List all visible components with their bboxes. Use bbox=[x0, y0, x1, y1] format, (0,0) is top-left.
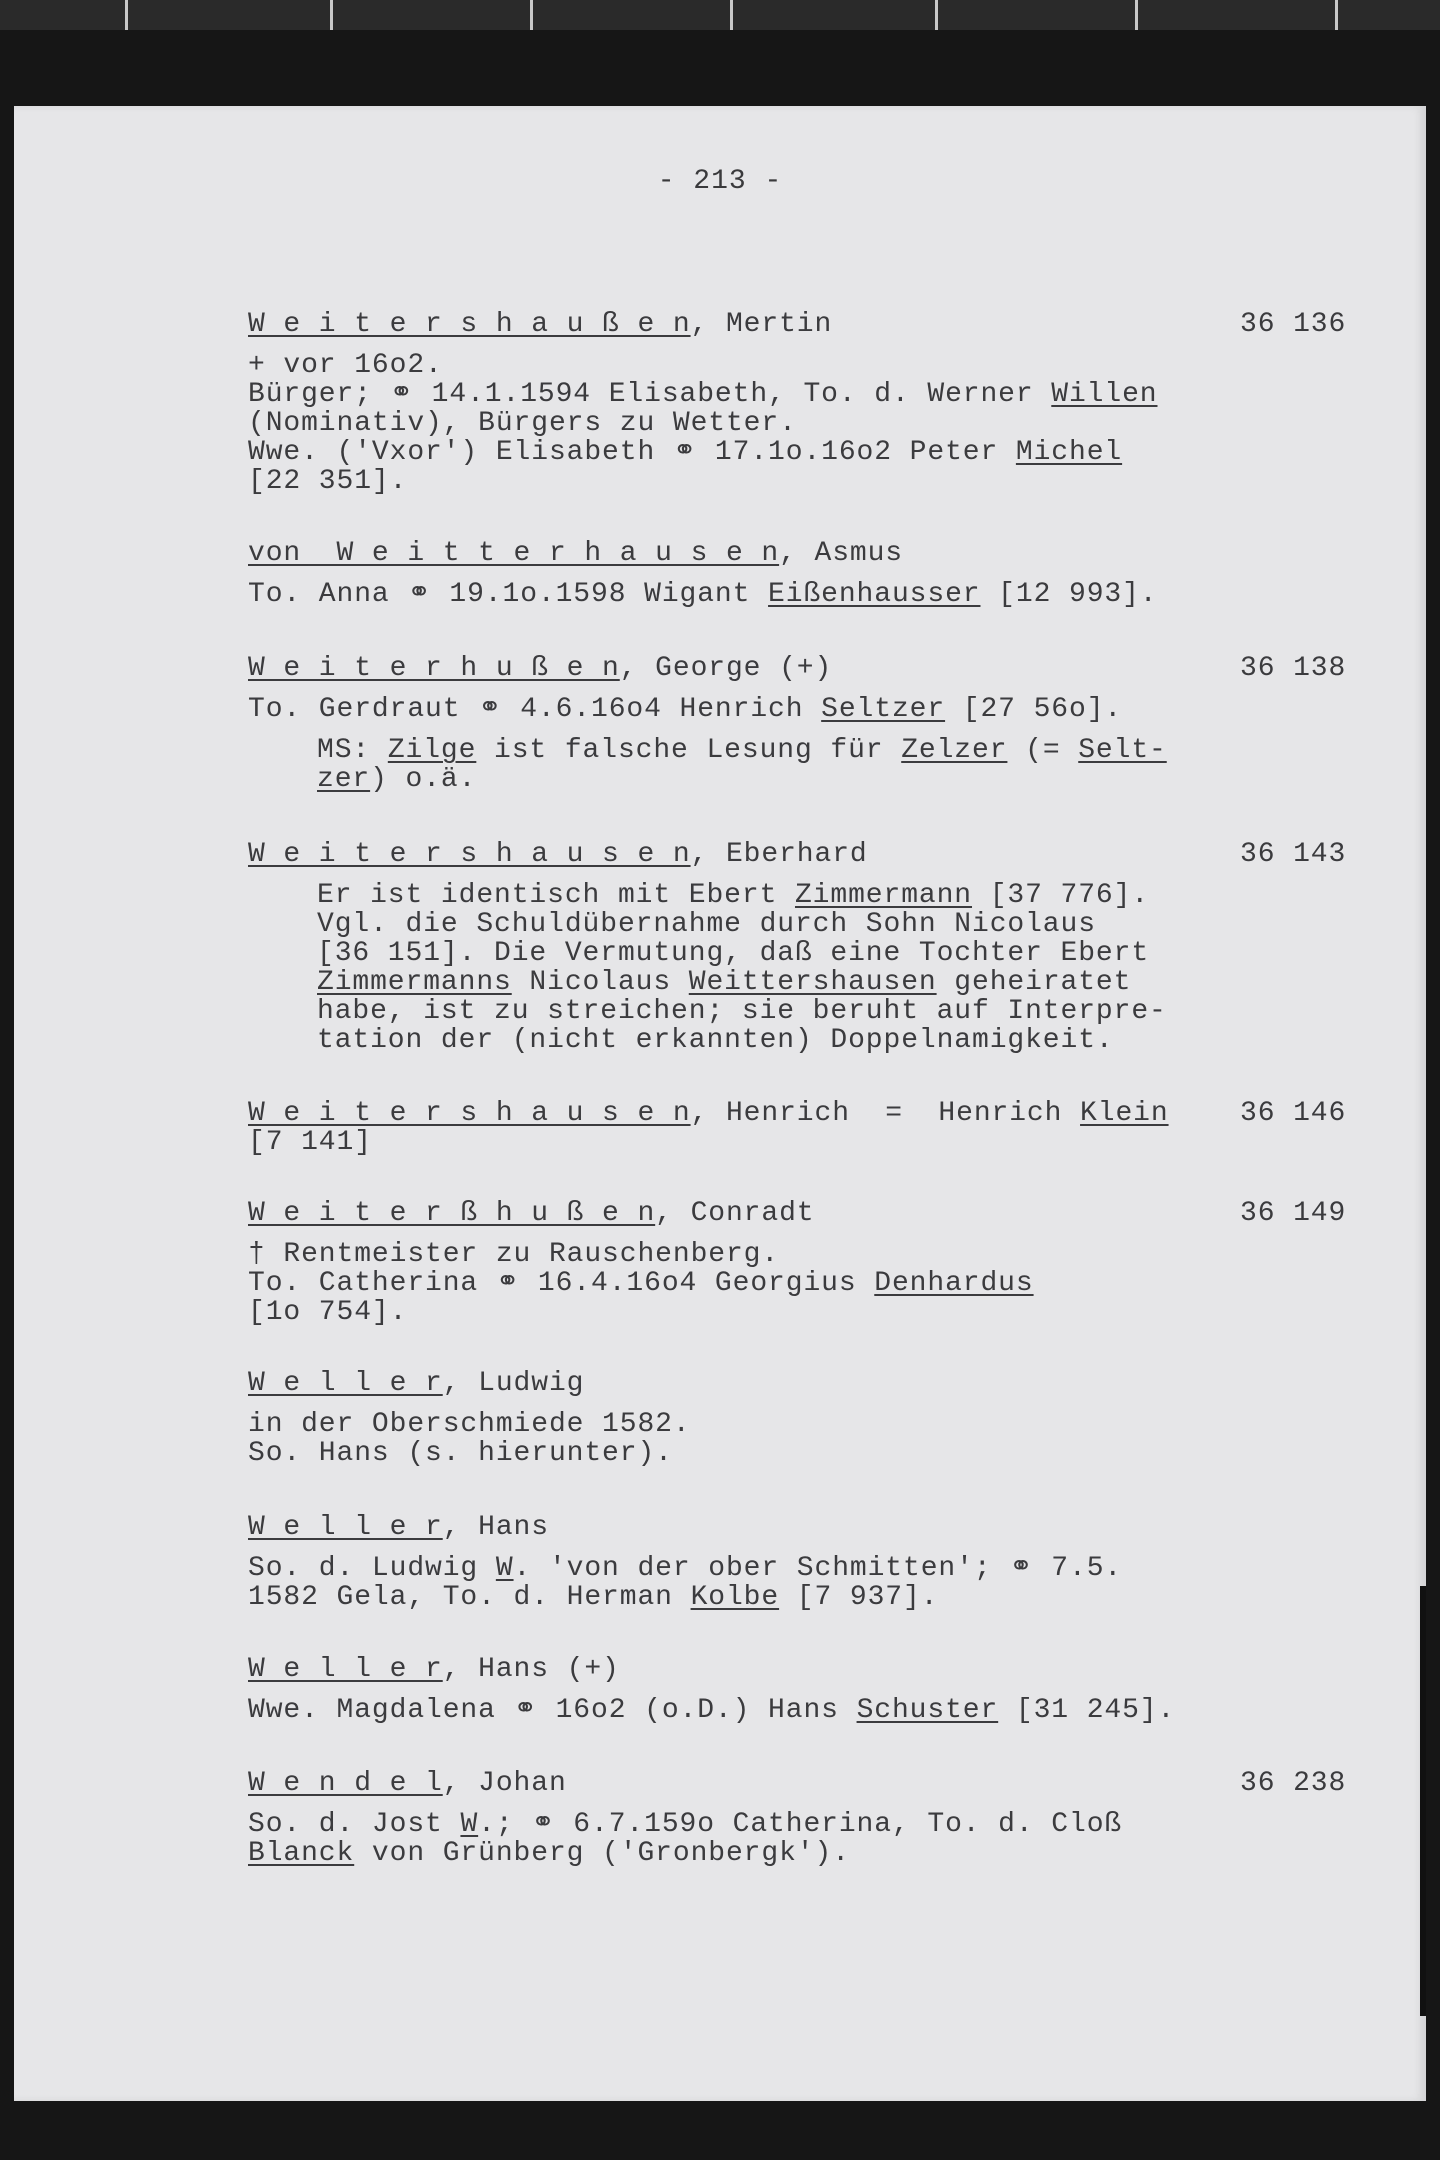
text-segment: tation der (nicht erkannten) Doppelnamigkeit. bbox=[317, 1025, 1114, 1056]
page-number: - 213 - bbox=[657, 166, 783, 197]
text-line bbox=[317, 1026, 1368, 1055]
entry-body bbox=[248, 580, 1368, 609]
text-line bbox=[317, 997, 1368, 1026]
text-segment: , George (+) bbox=[619, 653, 833, 684]
text-line bbox=[248, 1298, 1368, 1327]
text-segment: [31 245]. bbox=[998, 1695, 1176, 1726]
text-segment: Wwe. ('Vxor') Elisabeth ⚭ 17.1o.16o2 Peter bbox=[248, 437, 1016, 468]
underlined-name: W e l l e r bbox=[248, 1368, 443, 1399]
text-segment: , Conradt bbox=[655, 1198, 815, 1229]
text-segment: + vor 16o2. bbox=[248, 350, 443, 381]
text-segment: in der Oberschmiede 1582. bbox=[248, 1409, 691, 1440]
register-entry bbox=[248, 310, 1368, 496]
entry-body bbox=[248, 351, 1368, 496]
text-segment: To. Gerdraut ⚭ 4.6.16o4 Henrich bbox=[248, 694, 822, 725]
underlined-name: Willen bbox=[1051, 379, 1158, 410]
entry-heading bbox=[248, 1099, 1368, 1128]
entry-heading bbox=[248, 310, 1368, 339]
film-strip bbox=[0, 0, 1440, 30]
text-segment: So. d. Ludwig bbox=[248, 1553, 496, 1584]
text-line bbox=[248, 580, 1368, 609]
text-line bbox=[248, 1128, 1368, 1157]
text-line bbox=[248, 438, 1368, 467]
text-line bbox=[248, 1839, 1368, 1868]
reference-number: 36 238 bbox=[1240, 1768, 1347, 1799]
text-segment: , Mertin bbox=[690, 309, 833, 340]
register-entry bbox=[248, 1769, 1368, 1868]
entry-heading bbox=[248, 840, 1368, 869]
text-segment: To. Anna ⚭ 19.1o.1598 Wigant bbox=[248, 579, 769, 610]
text-segment: [22 351]. bbox=[248, 466, 408, 497]
text-segment: Wwe. Magdalena ⚭ 16o2 (o.D.) Hans bbox=[248, 1695, 857, 1726]
text-segment: † Rentmeister zu Rauschenberg. bbox=[248, 1239, 780, 1270]
text-segment: habe, ist zu streichen; sie beruht auf Interpre- bbox=[317, 996, 1167, 1027]
text-line bbox=[248, 1439, 1368, 1468]
text-segment: von Grünberg ('Gronbergk'). bbox=[354, 1838, 850, 1869]
text-segment: , Ludwig bbox=[442, 1368, 585, 1399]
entry-heading bbox=[248, 1369, 1368, 1398]
text-segment: (= bbox=[1007, 735, 1079, 766]
underlined-name: W e i t e r h u ß e n bbox=[248, 653, 620, 684]
text-line bbox=[248, 351, 1368, 380]
reference-number: 36 138 bbox=[1240, 653, 1347, 684]
entry-heading bbox=[248, 1199, 1368, 1228]
underlined-name: Denhardus bbox=[874, 1268, 1034, 1299]
underlined-name: Blanck bbox=[248, 1838, 355, 1869]
text-line bbox=[317, 765, 1368, 794]
underlined-name: Selt- bbox=[1078, 735, 1167, 766]
text-line bbox=[248, 1240, 1368, 1269]
text-segment: , Hans (+) bbox=[442, 1654, 620, 1685]
text-segment: . 'von der ober Schmitten'; ⚭ 7.5. bbox=[513, 1553, 1123, 1584]
underlined-name: Kolbe bbox=[690, 1582, 780, 1613]
underlined-name: von W e i t t e r h a u s e n bbox=[248, 538, 780, 569]
text-segment: [36 151]. Die Vermutung, daß eine Tochter Ebert bbox=[317, 938, 1150, 969]
register-entry bbox=[248, 1199, 1368, 1327]
underlined-name: Seltzer bbox=[821, 694, 946, 725]
entry-note bbox=[317, 881, 1368, 1055]
text-line bbox=[317, 881, 1368, 910]
text-segment: (Nominativ), Bürgers zu Wetter. bbox=[248, 408, 797, 439]
register-entry bbox=[248, 1099, 1368, 1157]
text-segment: , Hans bbox=[442, 1512, 549, 1543]
entry-body bbox=[248, 1240, 1368, 1327]
underlined-name: W e i t e r ß h u ß e n bbox=[248, 1198, 656, 1229]
text-line bbox=[248, 695, 1368, 724]
underlined-name: W e i t e r s h a u s e n bbox=[248, 1098, 691, 1129]
register-entry bbox=[248, 654, 1368, 794]
underlined-name: Zimmermanns bbox=[317, 967, 512, 998]
underlined-name: Michel bbox=[1015, 437, 1123, 468]
underlined-name: Weittershausen bbox=[688, 967, 937, 998]
text-line bbox=[248, 1269, 1368, 1298]
text-segment: MS: bbox=[317, 735, 388, 766]
entry-heading bbox=[248, 1655, 1368, 1684]
text-line bbox=[248, 1583, 1368, 1612]
text-line bbox=[317, 968, 1368, 997]
text-segment: [12 993]. bbox=[980, 579, 1158, 610]
text-segment: Vgl. die Schuldübernahme durch Sohn Nicolaus bbox=[317, 909, 1096, 940]
text-line bbox=[248, 1810, 1368, 1839]
text-segment: , Asmus bbox=[779, 538, 904, 569]
text-segment: 1582 Gela, To. d. Herman bbox=[248, 1582, 691, 1613]
text-line bbox=[317, 939, 1368, 968]
underlined-name: W e i t e r s h a u s e n bbox=[248, 839, 691, 870]
register-entry bbox=[248, 1513, 1368, 1612]
text-segment: [7 141] bbox=[248, 1127, 372, 1158]
text-segment: Er ist identisch mit Ebert bbox=[317, 880, 795, 911]
underlined-name: Eißenhausser bbox=[768, 579, 981, 610]
register-entry bbox=[248, 840, 1368, 1055]
underlined-name: W e i t e r s h a u ß e n bbox=[248, 309, 691, 340]
underlined-name: Schuster bbox=[856, 1695, 999, 1726]
entry-note bbox=[317, 736, 1368, 794]
underlined-name: W e n d e l bbox=[248, 1768, 443, 1799]
text-segment: Bürger; ⚭ 14.1.1594 Elisabeth, To. d. Werner bbox=[248, 379, 1052, 410]
entry-body bbox=[248, 695, 1368, 724]
entry-body bbox=[248, 1696, 1368, 1725]
text-segment: [37 776]. bbox=[972, 880, 1150, 911]
entry-body bbox=[248, 1554, 1368, 1612]
reference-number: 36 143 bbox=[1240, 839, 1347, 870]
underlined-name: Zimmermann bbox=[794, 880, 973, 911]
text-segment: So. d. Jost bbox=[248, 1809, 461, 1840]
text-segment: geheiratet bbox=[936, 967, 1132, 998]
text-line bbox=[248, 409, 1368, 438]
text-line bbox=[317, 910, 1368, 939]
text-line bbox=[248, 1410, 1368, 1439]
underlined-name: W bbox=[495, 1553, 514, 1584]
underlined-name: W bbox=[460, 1809, 479, 1840]
text-segment: [27 56o]. bbox=[945, 694, 1123, 725]
text-segment: ist falsche Lesung für bbox=[476, 735, 902, 766]
underlined-name: Zilge bbox=[387, 735, 477, 766]
underlined-name: Zelzer bbox=[901, 735, 1008, 766]
page-edge-shadow bbox=[1420, 1586, 1426, 2016]
text-line bbox=[248, 1696, 1368, 1725]
text-line bbox=[248, 380, 1368, 409]
text-segment: , Henrich = Henrich bbox=[690, 1098, 1081, 1129]
text-segment: To. Catherina ⚭ 16.4.16o4 Georgius bbox=[248, 1268, 875, 1299]
entry-heading bbox=[248, 1769, 1368, 1798]
entry-body bbox=[248, 1128, 1368, 1157]
entry-heading bbox=[248, 1513, 1368, 1542]
text-segment: ) o.ä. bbox=[370, 764, 477, 795]
text-segment: Nicolaus bbox=[511, 967, 689, 998]
text-segment: So. Hans (s. hierunter). bbox=[248, 1438, 673, 1469]
register-entry bbox=[248, 1655, 1368, 1725]
entry-body bbox=[248, 1810, 1368, 1868]
entry-body bbox=[248, 1410, 1368, 1468]
underlined-name: W e l l e r bbox=[248, 1512, 443, 1543]
text-line bbox=[317, 736, 1368, 765]
reference-number: 36 136 bbox=[1240, 309, 1347, 340]
text-segment: [7 937]. bbox=[779, 1582, 939, 1613]
reference-number: 36 149 bbox=[1240, 1198, 1347, 1229]
register-entry bbox=[248, 539, 1368, 609]
text-segment: , Johan bbox=[442, 1768, 567, 1799]
register-entry bbox=[248, 1369, 1368, 1468]
text-line bbox=[248, 467, 1368, 496]
underlined-name: Klein bbox=[1080, 1098, 1169, 1129]
text-segment: .; ⚭ 6.7.159o Catherina, To. d. Cloß bbox=[478, 1809, 1123, 1840]
text-line bbox=[248, 1554, 1368, 1583]
entry-heading bbox=[248, 539, 1368, 568]
entry-heading bbox=[248, 654, 1368, 683]
underlined-name: W e l l e r bbox=[248, 1654, 443, 1685]
underlined-name: zer bbox=[317, 764, 371, 795]
reference-number: 36 146 bbox=[1240, 1098, 1347, 1129]
text-segment: [1o 754]. bbox=[248, 1297, 408, 1328]
text-segment: , Eberhard bbox=[690, 839, 868, 870]
